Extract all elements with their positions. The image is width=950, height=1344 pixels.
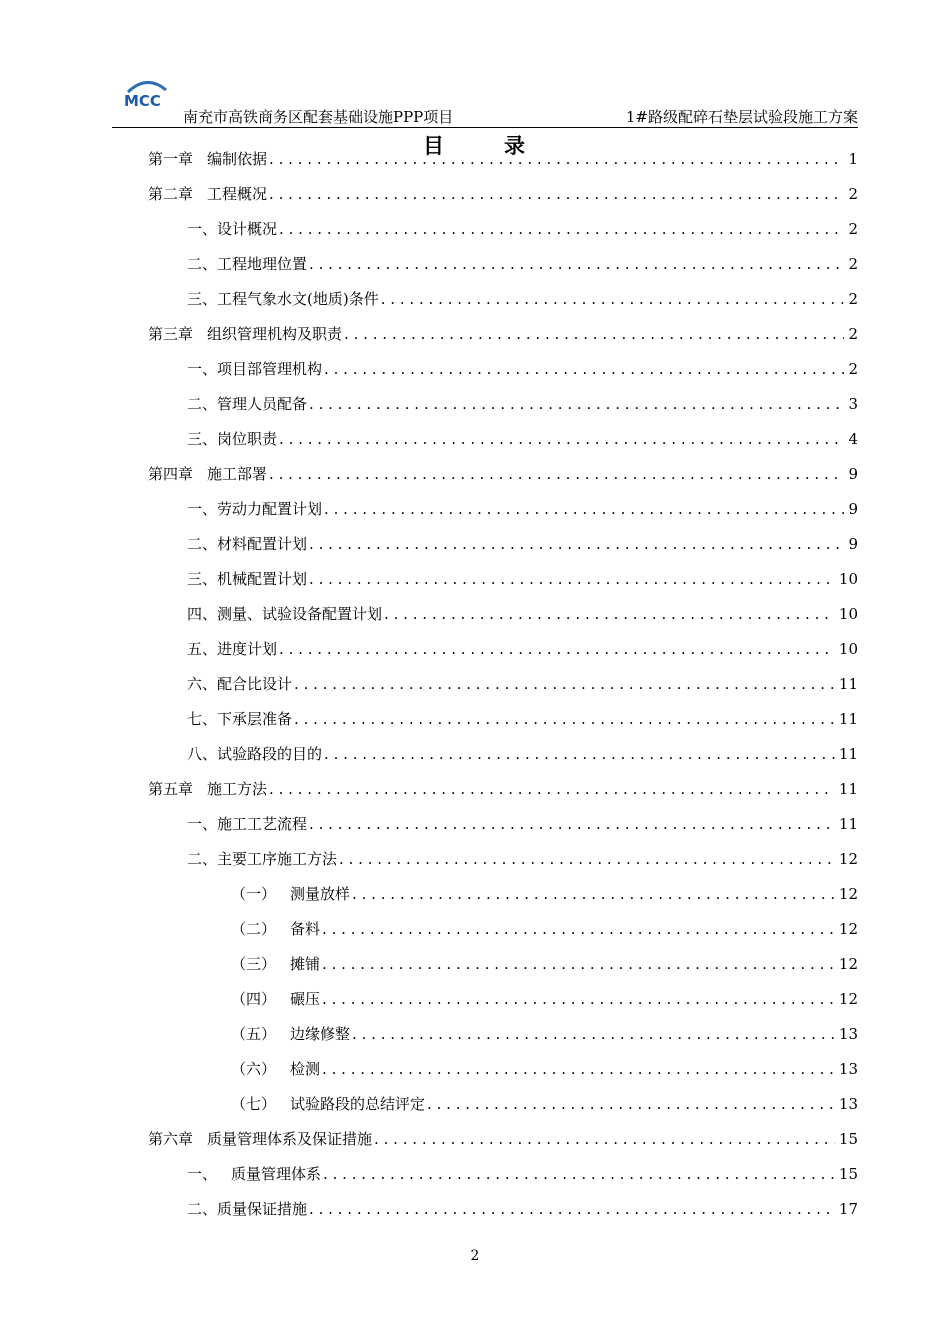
toc-dot-leader [309,535,844,553]
toc-entry-page: 2 [848,220,858,238]
toc-title-char-2: 录 [504,134,527,158]
toc-entry-title: 四、测量、试验设备配置计划 [187,605,383,623]
toc-entry-page: 2 [848,325,858,343]
toc-dot-leader [309,255,844,273]
toc-entry-title: 施工方法 [207,780,268,798]
toc-entry-label [187,253,307,274]
toc-entry-title: 检测 [290,1060,321,1078]
toc-dot-leader [324,745,835,763]
toc-entry-title: 备料 [290,920,321,938]
toc-entry-page: 12 [838,955,858,973]
toc-entry-label [231,988,320,1009]
toc-entry-label [187,533,307,554]
toc-entry-label [148,1128,372,1149]
toc-entry-label [187,358,322,379]
toc-entry-page: 4 [848,430,858,448]
toc-entry[interactable] [187,848,858,872]
toc-entry-page: 11 [838,780,858,798]
toc-entry-page: 13 [838,1025,858,1043]
toc-entry-page: 15 [838,1130,858,1148]
toc-entry-number: （五） [231,1025,277,1043]
toc-entry-number: 第三章 [148,325,194,343]
toc-entry[interactable] [187,1198,858,1222]
toc-entry-title: 五、进度计划 [187,640,278,658]
toc-entry-title: 试验路段的总结评定 [290,1095,426,1113]
toc-entry-label [187,673,292,694]
toc-entry-title: 一、施工工艺流程 [187,815,308,833]
toc-entry-label [187,428,277,449]
toc-entry-page: 2 [848,255,858,273]
toc-entry-number: 第五章 [148,780,194,798]
toc-entry-label [231,1093,425,1114]
toc-entry-page: 13 [838,1095,858,1113]
toc-dot-leader [294,710,835,728]
toc-dot-leader [324,360,844,378]
toc-dot-leader [324,500,844,518]
toc-entry-label [148,463,267,484]
toc-entry-label [231,918,320,939]
toc-entry[interactable] [231,1023,858,1047]
toc-entry[interactable] [187,288,858,312]
toc-entry-number: （七） [231,1095,277,1113]
toc-entry-page: 12 [838,885,858,903]
toc-dot-leader [279,220,844,238]
toc-entry-title: 二、质量保证措施 [187,1200,308,1218]
toc-dot-leader [384,605,835,623]
toc-dot-leader [294,675,835,693]
toc-entry-title: 质量管理体系 [231,1165,322,1183]
toc-entry[interactable] [187,428,858,452]
toc-entry[interactable] [187,743,858,767]
toc-dot-leader [269,780,835,798]
toc-entry[interactable] [231,1058,858,1082]
toc-entry-page: 2 [848,185,858,203]
toc-entry-page: 10 [838,570,858,588]
toc-entry-label [148,778,267,799]
toc-entry-title: 施工部署 [207,465,268,483]
toc-entry-page: 11 [838,675,858,693]
toc-entry[interactable] [187,813,858,837]
toc-entry-page: 9 [848,500,858,518]
toc-entry[interactable] [231,988,858,1012]
toc-entry-title: 三、工程气象水文(地质)条件 [187,290,379,308]
toc-entry-label [187,568,307,589]
toc-entry[interactable] [187,638,858,662]
toc-entry-number: 第二章 [148,185,194,203]
toc-dot-leader [269,465,844,483]
toc-dot-leader [374,1130,835,1148]
toc-entry-page: 12 [838,920,858,938]
toc-entry-page: 12 [838,990,858,1008]
toc-entry-title: 质量管理体系及保证措施 [207,1130,373,1148]
toc-entry[interactable] [231,918,858,942]
toc-entry-title: 七、下承层准备 [187,710,293,728]
toc-entry[interactable] [187,673,858,697]
toc-entry-page: 9 [848,465,858,483]
toc-entry-label [187,1163,321,1184]
toc-entry-page: 9 [848,535,858,553]
toc-dot-leader [279,640,835,658]
toc-entry-number: 第四章 [148,465,194,483]
toc-entry-label [187,393,307,414]
toc-entry[interactable] [187,393,858,417]
toc-entry-page: 12 [838,850,858,868]
toc-entry[interactable] [148,778,858,802]
toc-entry-title: 组织管理机构及职责 [207,325,343,343]
toc-entry[interactable] [231,953,858,977]
toc-dot-leader [339,850,835,868]
toc-entry-page: 15 [838,1165,858,1183]
toc-dot-leader [352,885,835,903]
toc-entry-number: （三） [231,955,277,973]
toc-entry-number: 第六章 [148,1130,194,1148]
toc-dot-leader [381,290,845,308]
page-number: 2 [470,1248,480,1264]
toc-entry-page: 1 [848,150,858,168]
toc-entry-label [187,1198,307,1219]
toc-entry-title: 边缘修整 [290,1025,351,1043]
toc-entry[interactable] [187,253,858,277]
toc-entry-label [148,183,267,204]
toc-entry-label [231,953,320,974]
toc-dot-leader [322,955,835,973]
toc-dot-leader [323,1165,835,1183]
toc-entry[interactable] [148,463,858,487]
toc-entry[interactable] [187,218,858,242]
header-project-title: 南充市高铁商务区配套基础设施PPP项目 [183,108,454,126]
toc-entry-title: 测量放样 [290,885,351,903]
toc-entry-page: 17 [838,1200,858,1218]
toc-entry-label [187,848,337,869]
toc-entry-page: 3 [848,395,858,413]
toc-entry-title: 六、配合比设计 [187,675,293,693]
toc-entry-label [231,1023,350,1044]
toc-entry-page: 10 [838,605,858,623]
toc-entry-label [187,218,277,239]
header-rule [112,127,858,128]
toc-entry-title: 碾压 [290,990,321,1008]
toc-entry-label [148,148,267,169]
toc-entry-label [187,603,382,624]
toc-dot-leader [322,990,835,1008]
toc-entry-number: 第一章 [148,150,194,168]
toc-entry-title: 一、项目部管理机构 [187,360,323,378]
toc-entry-number: （一） [231,885,277,903]
toc-entry-page: 2 [848,360,858,378]
toc-dot-leader [344,325,844,343]
toc-entry-title: 三、机械配置计划 [187,570,308,588]
toc-entry[interactable] [148,323,858,347]
toc-entry-page: 13 [838,1060,858,1078]
toc-entry-number: 一、 [187,1165,218,1183]
toc-entry-label [148,323,342,344]
toc-entry[interactable] [187,358,858,382]
toc-dot-leader [309,815,835,833]
toc-entry[interactable] [187,533,858,557]
toc-entry[interactable] [187,568,858,592]
toc-entry-title: 三、岗位职责 [187,430,278,448]
toc-dot-leader [279,430,844,448]
toc-entry-title: 二、工程地理位置 [187,255,308,273]
toc-entry-number: （六） [231,1060,277,1078]
mcc-logo [122,78,172,112]
svg-text:MCC: MCC [124,92,161,110]
toc-entry-page: 10 [838,640,858,658]
toc-dot-leader [269,150,844,168]
toc-dot-leader [322,920,835,938]
toc-entry-title: 工程概况 [207,185,268,203]
toc-dot-leader [322,1060,835,1078]
toc-entry-label [187,743,322,764]
toc-entry-title: 二、材料配置计划 [187,535,308,553]
toc-entry-label [187,288,379,309]
toc-entry-title: 一、劳动力配置计划 [187,500,323,518]
toc-entry-title: 一、设计概况 [187,220,278,238]
toc-entry-label [187,638,277,659]
toc-entry-title: 二、管理人员配备 [187,395,308,413]
toc-entry-label [187,498,322,519]
toc-dot-leader [309,1200,835,1218]
toc-entry-label [187,708,292,729]
toc-dot-leader [269,185,844,203]
toc-entry[interactable] [231,883,858,907]
header-document-title: 1#路级配碎石垫层试验段施工方案 [625,108,858,126]
toc-entry-title: 编制依据 [207,150,268,168]
toc-dot-leader [309,395,844,413]
toc-entry[interactable] [148,183,858,207]
toc-entry[interactable] [148,148,858,172]
toc-entry-label [231,883,350,904]
toc-entry-number: （二） [231,920,277,938]
toc-entry-page: 11 [838,815,858,833]
toc-entry[interactable] [187,498,858,522]
toc-entry[interactable] [187,1163,858,1187]
toc-dot-leader [427,1095,835,1113]
toc-entry-page: 11 [838,710,858,728]
toc-entry-page: 11 [838,745,858,763]
toc-title-char-1: 目 [423,134,446,158]
toc-entry[interactable] [148,1128,858,1152]
toc-entry-title: 摊铺 [290,955,321,973]
toc-entry[interactable] [231,1093,858,1117]
toc-entry-title: 二、主要工序施工方法 [187,850,338,868]
toc-dot-leader [352,1025,835,1043]
toc-entry[interactable] [187,603,858,627]
toc-entry[interactable] [187,708,858,732]
toc-entry-label [187,813,307,834]
toc-entry-label [231,1058,320,1079]
toc-entry-title: 八、试验路段的目的 [187,745,323,763]
toc-entry-page: 2 [848,290,858,308]
toc-entry-number: （四） [231,990,277,1008]
toc-dot-leader [309,570,835,588]
